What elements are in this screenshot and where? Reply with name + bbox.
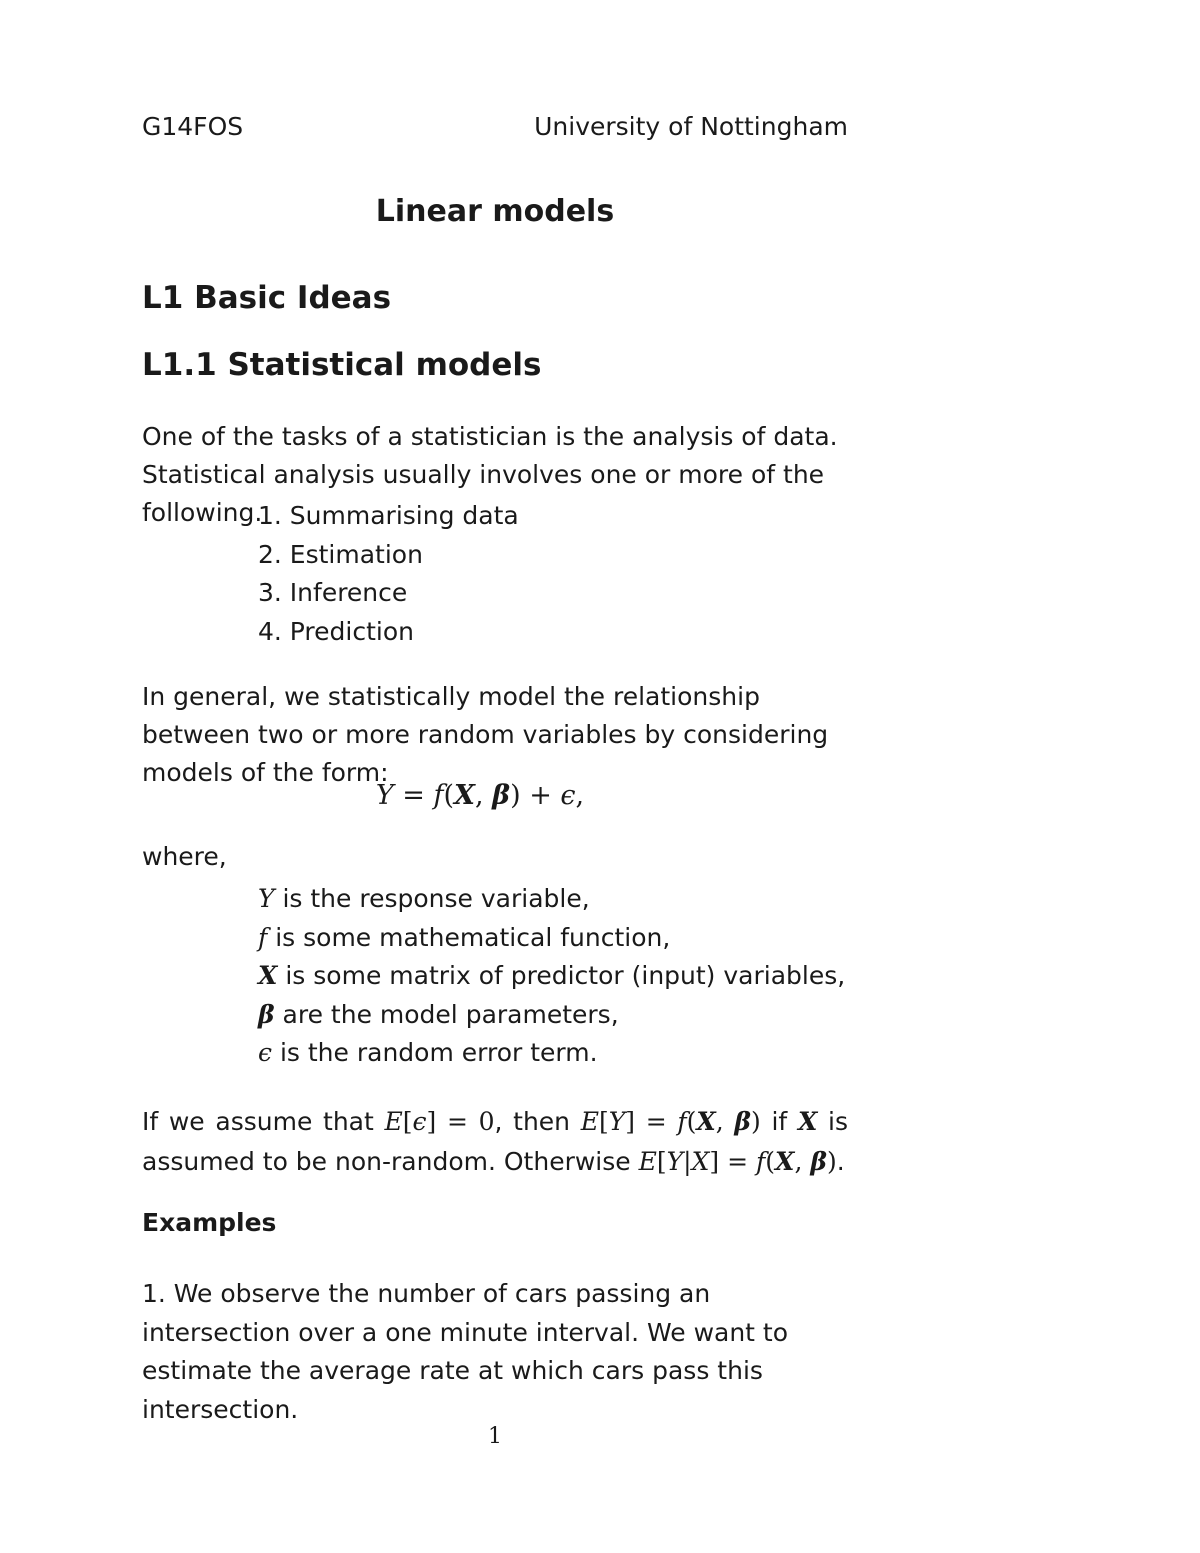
section-heading: L1 Basic Ideas [142,280,392,316]
list-item: 3. Inference [258,578,408,607]
assumption-paragraph: If we assume that E[ϵ] = 0, then E[Y] = f(X, β) if X is assumed to be non-random. Otherwise E[Y|X] = f(X, β). [142,1107,849,1176]
symbol: f [258,922,268,952]
model-equation: Y = f(X, β) + ϵ, [375,780,585,811]
symbol: Y [258,884,275,913]
subsection-heading: L1.1 Statistical models [142,347,542,383]
examples-heading: Examples [142,1208,277,1237]
definition-item: X is some matrix of predictor (input) variables, [258,961,846,990]
intro-paragraph: One of the tasks of a statistician is the analysis of data. Statistical analysis usually involves one or more of the following. [142,422,838,527]
symbol: β [258,999,275,1029]
list-item: 4. Prediction [258,616,414,646]
definition-item: f is some mathematical function, [258,922,671,952]
definition-item: Y is the response variable, [258,884,590,913]
model-paragraph: In general, we statistically model the relationship between two or more random variables by considering models of the form: [142,682,829,787]
definition-item: β are the model parameters, [258,999,619,1029]
list-item: 1. Summarising data [258,501,519,530]
page-number: 1 [488,1424,502,1449]
symbol: X [258,961,278,990]
course-code: G14FOS [142,112,244,141]
institution-name: University of Nottingham [534,112,848,141]
task-list [258,497,519,651]
list-item: 2. Estimation [258,539,423,569]
symbol: ϵ [258,1038,273,1067]
definition-item: ϵ is the random error term. [258,1038,598,1067]
where-label: where, [142,842,227,871]
example-1-paragraph: 1. We observe the number of cars passing an intersection over a one minute interval. We want to estimate the average rate at which cars pass this intersection. [142,1279,789,1424]
document-title: Linear models [375,194,615,229]
definitions-list [258,880,845,1073]
